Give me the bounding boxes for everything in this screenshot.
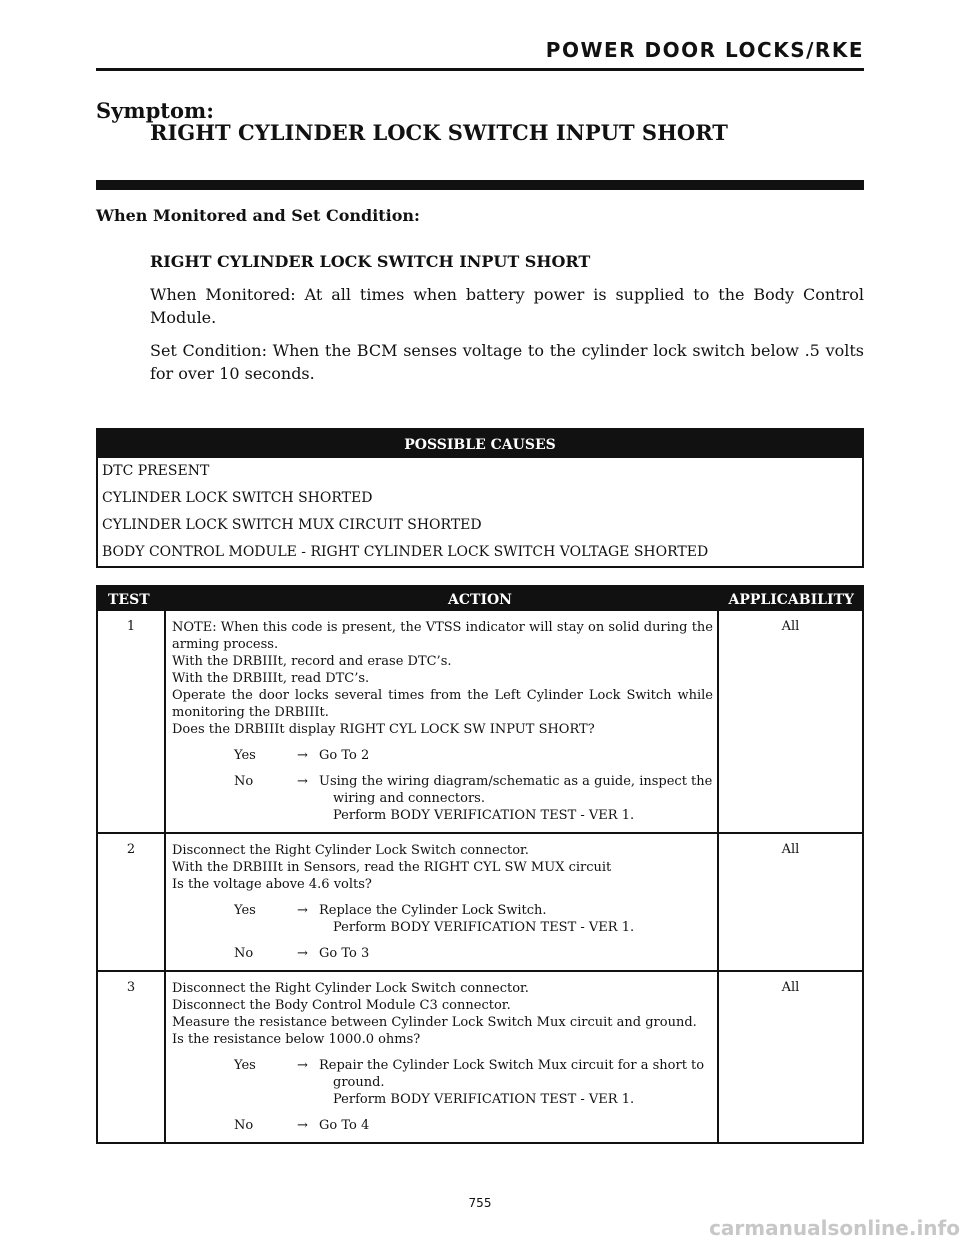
test-table-header [98,587,862,611]
outcome-line: Repair the Cylinder Lock Switch Mux circuit for a short to [319,1058,705,1073]
outcome-label: Yes [234,1058,256,1073]
outcome-no [172,1117,713,1134]
test-applicability: All [781,980,800,995]
outcome-no [172,945,713,962]
symptom-title: RIGHT CYLINDER LOCK SWITCH INPUT SHORT [150,120,728,145]
section-divider [96,180,864,190]
outcome-text [319,1057,713,1108]
test-applicability: All [781,619,800,634]
when-monitored-text: When Monitored: At all times when battery power is supplied to the Body Control Module. [150,285,864,327]
action-line: Is the voltage above 4.6 volts? [172,877,372,892]
outcome-label: No [234,774,254,789]
arrow-right-icon: → [297,903,308,918]
arrow-right-icon: → [297,1058,308,1073]
test-number: 1 [98,611,166,832]
watermark: carmanualsonline.info [709,1216,960,1240]
arrow-right-icon: → [297,1118,308,1133]
action-line: With the DRBIIIt, record and erase DTC’s. [172,654,452,669]
test-row [98,611,862,832]
outcome-yes [172,747,713,764]
test-number: 2 [98,834,166,970]
action-line: Does the DRBIIIt display RIGHT CYL LOCK SW INPUT SHORT? [172,722,595,737]
action-line: Disconnect the Right Cylinder Lock Switch connector. [172,981,529,996]
action-line: With the DRBIIIt, read DTC’s. [172,671,370,686]
outcome-yes [172,902,713,936]
test-rows [98,611,862,1142]
page-header-title: POWER DOOR LOCKS/RKE [545,38,864,62]
action-line: Is the resistance below 1000.0 ohms? [172,1032,421,1047]
outcome-text [319,747,713,764]
outcome-line: ground. [333,1075,385,1090]
header-test: TEST [108,592,150,608]
outcome-label: Yes [234,748,256,763]
outcome-line: Go To 4 [319,1118,370,1133]
conditions-heading: When Monitored and Set Condition: [96,206,420,225]
outcome-line: Replace the Cylinder Lock Switch. [319,903,547,918]
cause-item: CYLINDER LOCK SWITCH SHORTED [102,490,373,506]
arrow-right-icon: → [297,946,308,961]
outcome-text [319,945,713,962]
test-table [96,585,864,1144]
outcome-no [172,773,713,824]
arrow-right-icon: → [297,774,308,789]
outcome-line: Using the wiring diagram/schematic as a guide, inspect the [319,774,713,789]
cause-item: DTC PRESENT [102,463,210,479]
symptom-label: Symptom: [96,98,214,123]
action-line: Measure the resistance between Cylinder Lock Switch Mux circuit and ground. [172,1015,697,1030]
action-line: With the DRBIIIt in Sensors, read the RIGHT CYL SW MUX circuit [172,860,612,875]
outcome-label: No [234,1118,254,1133]
outcome-line: Perform BODY VERIFICATION TEST - VER 1. [333,1092,635,1107]
outcome-text [319,902,713,936]
outcome-line: Perform BODY VERIFICATION TEST - VER 1. [333,920,635,935]
action-line: Operate the door locks several times from the Left Cylinder Lock Switch while monitoring the DRBIIIt. [172,688,713,720]
condition-name: RIGHT CYLINDER LOCK SWITCH INPUT SHORT [150,252,591,271]
action-line: Disconnect the Body Control Module C3 connector. [172,998,511,1013]
possible-causes-header: POSSIBLE CAUSES [98,430,862,458]
header-rule [96,68,864,71]
set-condition-text: Set Condition: When the BCM senses voltage to the cylinder lock switch below .5 volts for over 10 seconds. [150,341,864,383]
possible-causes-table [96,428,864,568]
test-row [98,970,862,1142]
test-action [166,834,719,970]
outcome-label: No [234,946,254,961]
arrow-right-icon: → [297,748,308,763]
outcome-yes [172,1057,713,1108]
test-applicability: All [781,842,800,857]
header-applicability: APPLICABILITY [728,592,854,608]
cause-item: CYLINDER LOCK SWITCH MUX CIRCUIT SHORTED [102,517,482,533]
test-action [166,611,719,832]
test-action [166,972,719,1142]
outcome-line: Go To 3 [319,946,370,961]
test-row [98,832,862,970]
outcome-line: wiring and connectors. [333,791,485,806]
test-number: 3 [98,972,166,1142]
action-line: NOTE: When this code is present, the VTSS indicator will stay on solid during the arming process. [172,620,713,652]
action-line: Disconnect the Right Cylinder Lock Switch connector. [172,843,529,858]
outcome-label: Yes [234,903,256,918]
header-action: ACTION [448,592,512,608]
outcome-text [319,1117,713,1134]
outcome-line: Perform BODY VERIFICATION TEST - VER 1. [333,808,635,823]
conditions-block [150,250,864,395]
cause-item: BODY CONTROL MODULE - RIGHT CYLINDER LOCK SWITCH VOLTAGE SHORTED [102,544,709,560]
page-number: 755 [468,1196,492,1210]
outcome-text [319,773,713,824]
outcome-line: Go To 2 [319,748,370,763]
possible-causes-list [98,458,862,566]
